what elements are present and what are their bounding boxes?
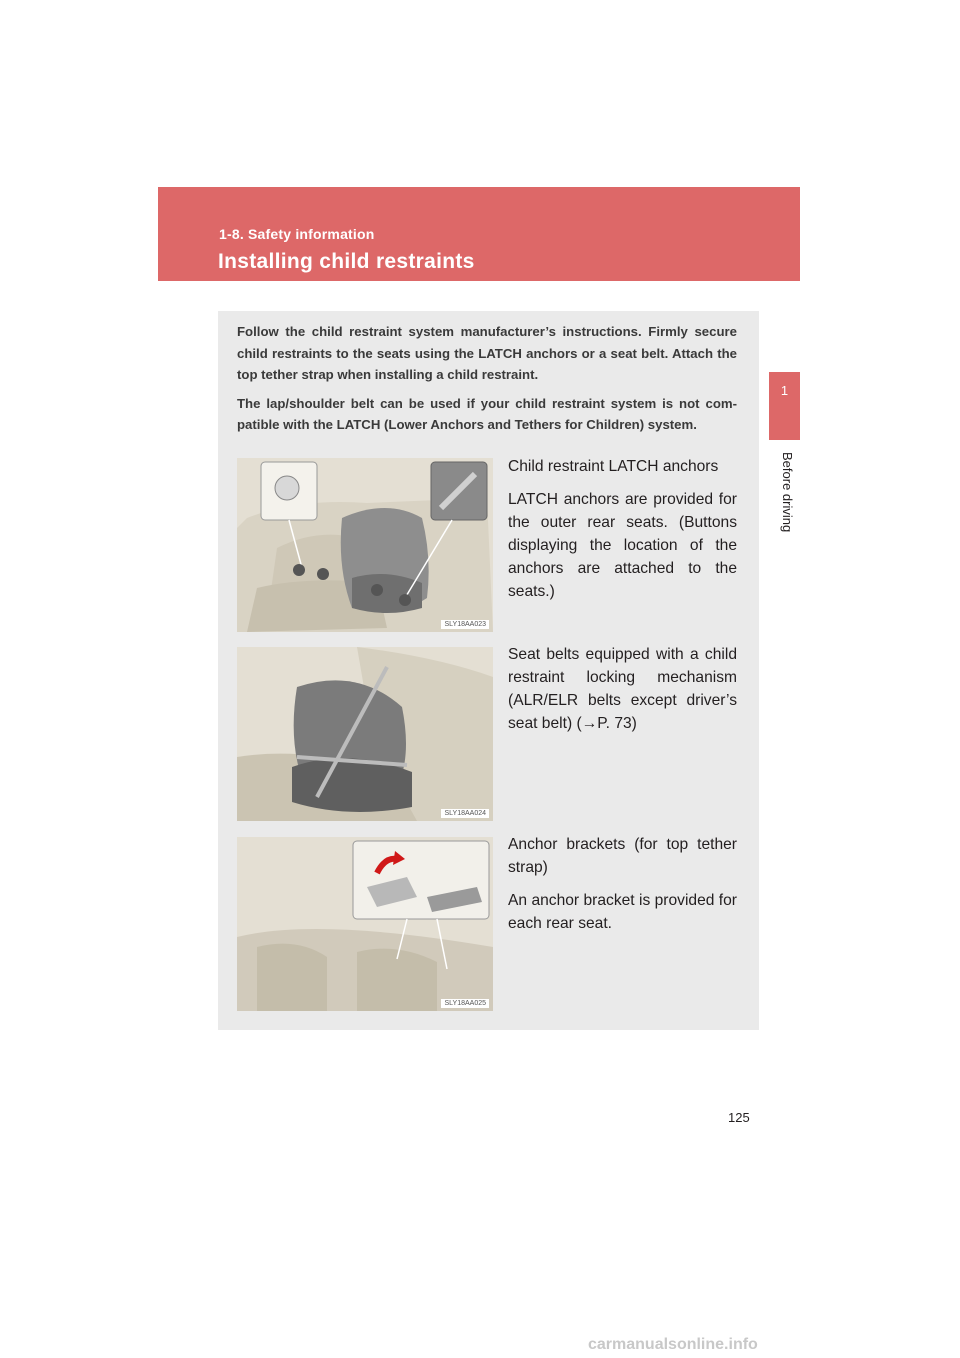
chapter-number: 1	[780, 383, 789, 398]
section-label: 1-8. Safety information	[219, 226, 375, 242]
anchor-text: An anchor bracket is provided for each rear seat.	[508, 892, 737, 932]
intro-paragraph-2: The lap/shoulder belt can be used if your child restraint system is not com-patible with the LATCH (Lower Anchors and Tethers for Children) system.	[237, 395, 737, 432]
watermark: carmanualsonline.info	[588, 1336, 758, 1353]
seat-belt-caption	[508, 643, 737, 745]
image-code: SLY18AA024	[441, 809, 489, 818]
anchor-heading: Anchor brackets (for top tether strap)	[508, 836, 737, 876]
page-title: Installing child restraints	[218, 250, 475, 273]
latch-heading: Child restraint LATCH anchors	[508, 458, 719, 475]
anchor-caption	[508, 833, 737, 945]
image-code: SLY18AA023	[441, 620, 489, 629]
chapter-label: Before driving	[780, 452, 795, 533]
latch-caption	[508, 455, 737, 613]
seat-belt-heading: Seat belts equipped with a child restraint locking mechanism (ALR/ELR belts except driver’s seat belt) (→P. 73)	[508, 646, 737, 732]
intro-text	[237, 321, 737, 443]
anchor-brackets-illustration	[237, 837, 493, 1011]
image-code: SLY18AA025	[441, 999, 489, 1008]
intro-paragraph-1: Follow the child restraint system manufacturer’s instructions. Firmly secure child restraints to the seats using the LATCH anchors or a seat belt. Attach the top tether strap when installing a child restraint.	[237, 324, 737, 382]
page-number: 125	[728, 1110, 750, 1125]
latch-text: LATCH anchors are provided for the outer rear seats. (Buttons displaying the location of the anchors are attached to the seats.)	[508, 491, 737, 600]
seat-belt-illustration	[237, 647, 493, 821]
latch-anchors-illustration	[237, 458, 493, 632]
